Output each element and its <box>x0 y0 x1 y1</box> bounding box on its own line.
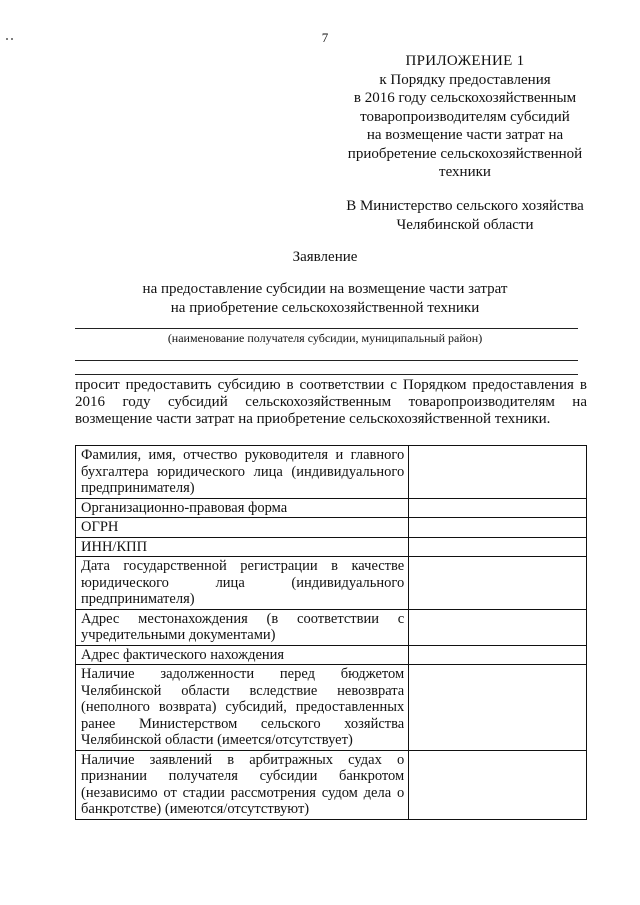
row-value-cell[interactable] <box>409 750 587 819</box>
appendix-line: к Порядку предоставления <box>379 71 551 88</box>
table-row <box>76 645 587 665</box>
table-row <box>76 446 587 499</box>
page-number: 7 <box>321 30 329 45</box>
row-label: Организационно-правовая форма <box>76 498 409 518</box>
row-label: Адрес местонахождения (в соответствии с учредительными документами) <box>76 609 409 645</box>
document-title: Заявление <box>292 249 358 265</box>
appendix-line: приобретение сельскохозяйственной <box>347 145 583 162</box>
request-line: возмещение части затрат на приобретение сельскохозяйственной техники. <box>75 411 551 427</box>
document-subject <box>0 280 640 317</box>
appendix-line: товаропроизводителям субсидий <box>360 108 570 125</box>
addressee <box>300 197 630 234</box>
appendix-line: на возмещение части затрат на <box>366 127 564 143</box>
subject-line: на предоставление субсидии на возмещение части затрат <box>142 281 508 297</box>
row-value-cell[interactable] <box>409 645 587 665</box>
subject-line: на приобретение сельскохозяйственной техники <box>170 299 480 316</box>
table-row <box>76 557 587 610</box>
row-value-cell[interactable] <box>409 609 587 645</box>
row-label: ОГРН <box>76 518 409 538</box>
table-row <box>76 750 587 819</box>
recipient-caption: (наименование получателя субсидии, муниципальный район) <box>167 331 483 345</box>
applicant-info-table <box>75 445 587 820</box>
row-value-cell[interactable] <box>409 446 587 499</box>
request-line: 2016 году субсидий сельскохозяйственным товаропроизводителям на <box>75 394 587 410</box>
row-label: ИНН/КПП <box>76 537 409 557</box>
table-row <box>76 609 587 645</box>
row-value-cell[interactable] <box>409 498 587 518</box>
appendix-line: техники <box>439 164 491 180</box>
table-row <box>76 498 587 518</box>
row-value-cell[interactable] <box>409 665 587 751</box>
row-value-cell[interactable] <box>409 537 587 557</box>
request-line: просит предоставить субсидию в соответствии с Порядком предоставления в <box>75 377 587 393</box>
table-row <box>76 537 587 557</box>
row-label: Наличие задолженности перед бюджетом Челябинской области вследствие невозврата (неполного возврата) субсидий, предоставленных ранее Министерством сельского хозяйства Челябинской области (имеется/отсутствует) <box>76 665 409 751</box>
appendix-header <box>300 52 630 182</box>
table-row <box>76 518 587 538</box>
blank-line <box>75 360 578 361</box>
addressee-line: В Министерство сельского хозяйства <box>346 198 584 214</box>
row-label: Дата государственной регистрации в качестве юридического лица (индивидуального предпринимателя) <box>76 557 409 610</box>
recipient-name-line <box>75 328 578 329</box>
request-paragraph <box>75 377 587 428</box>
row-value-cell[interactable] <box>409 557 587 610</box>
blank-line <box>75 374 578 375</box>
appendix-title: ПРИЛОЖЕНИЕ 1 <box>405 53 525 69</box>
row-label: Адрес фактического нахождения <box>76 645 409 665</box>
addressee-line: Челябинской области <box>396 216 534 233</box>
row-value-cell[interactable] <box>409 518 587 538</box>
appendix-line: в 2016 году сельскохозяйственным <box>353 90 577 106</box>
table-row <box>76 665 587 751</box>
row-label: Фамилия, имя, отчество руководителя и главного бухгалтера юридического лица (индивидуального предпринимателя) <box>76 446 409 499</box>
row-label: Наличие заявлений в арбитражных судах о признании получателя субсидии банкротом (независимо от стадии рассмотрения судом дела о банкротстве) (имеются/отсутствуют) <box>76 750 409 819</box>
